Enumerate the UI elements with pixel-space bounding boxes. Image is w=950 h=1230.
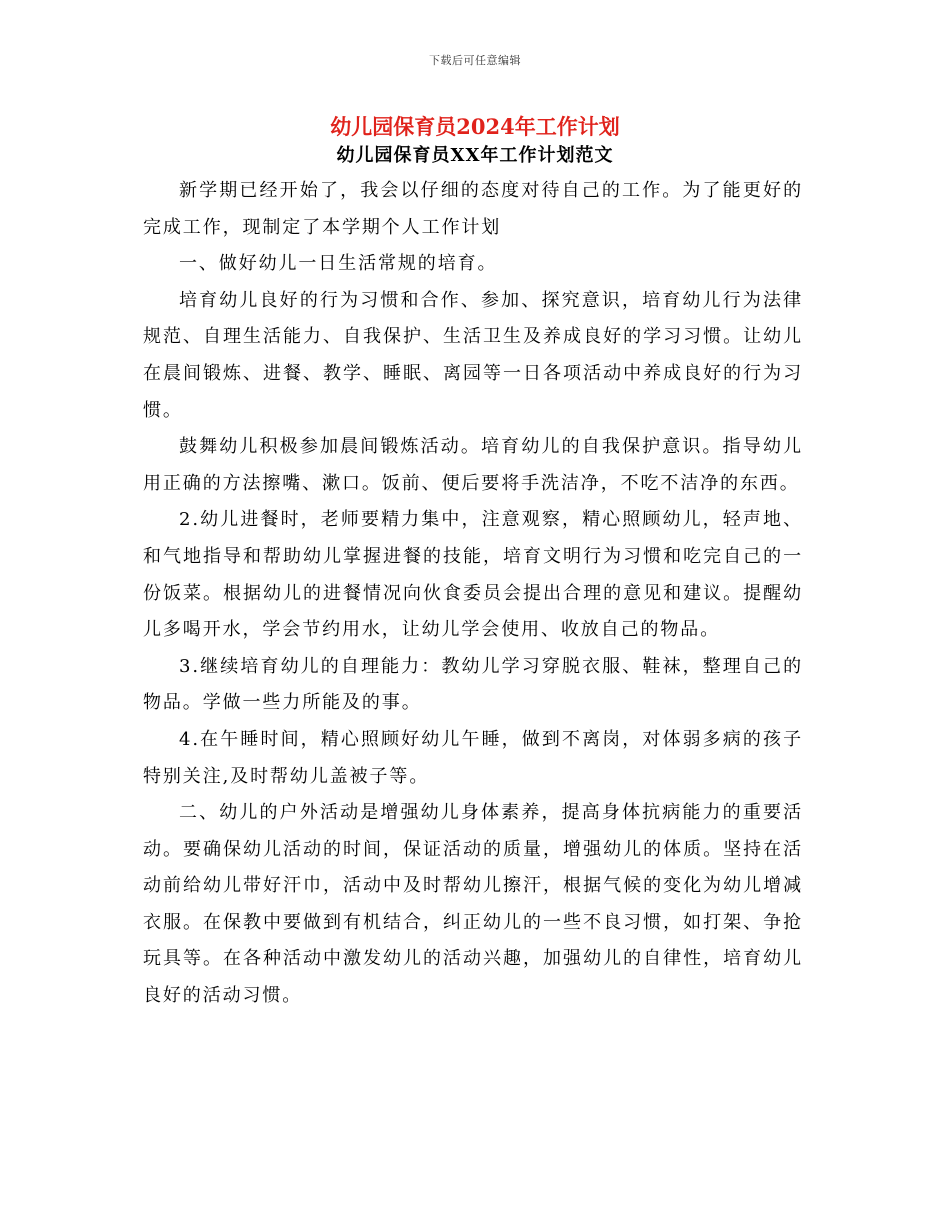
paragraph-self-care: 3.继续培育幼儿的自理能力：教幼儿学习穿脱衣服、鞋袜，整理自己的物品。学做一些力所能及的事。 (143, 655, 803, 714)
document-subtitle: 幼儿园保育员XX年工作计划范文 (336, 145, 614, 166)
paragraph-intro: 新学期已经开始了，我会以仔细的态度对待自己的工作。为了能更好的完成工作，现制定了本学期个人工作计划 (143, 180, 803, 238)
header-note: 下载后可任意编辑 (429, 54, 521, 67)
paragraph-morning-exercise: 鼓舞幼儿积极参加晨间锻炼活动。培育幼儿的自我保护意识。指导幼儿用正确的方法擦嘴、漱口。饭前、便后要将手洗洁净，不吃不洁净的东西。 (143, 436, 803, 494)
document-title: 幼儿园保育员2024年工作计划 (330, 114, 620, 139)
paragraph-nap-time: 4.在午睡时间，精心照顾好幼儿午睡，做到不离岗，对体弱多病的孩子特别关注,及时帮幼儿盖被子等。 (143, 728, 803, 787)
paragraph-outdoor-activities: 二、幼儿的户外活动是增强幼儿身体素养，提高身体抗病能力的重要活动。要确保幼儿活动的时间，保证活动的质量，增强幼儿的体质。坚持在活动前给幼儿带好汗巾，活动中及时帮幼儿擦汗，根据气候的变化为幼儿增减衣服。在保教中要做到有机结合，纠正幼儿的一些不良习惯，如打架、争抢玩具等。在各种活动中激发幼儿的活动兴趣，加强幼儿的自律性，培育幼儿良好的活动习惯。 (143, 802, 803, 1007)
document-body (143, 173, 803, 1015)
paragraph-habits: 培育幼儿良好的行为习惯和合作、参加、探究意识，培育幼儿行为法律规范、自理生活能力、自我保护、生活卫生及养成良好的学习习惯。让幼儿在晨间锻炼、进餐、教学、睡眠、离园等一日各项活动中养成良好的行为习惯。 (143, 289, 803, 421)
paragraph-meals: 2.幼儿进餐时，老师要精力集中，注意观察，精心照顾幼儿，轻声地、和气地指导和帮助幼儿掌握进餐的技能，培育文明行为习惯和吃完自己的一份饭菜。根据幼儿的进餐情况向伙食委员会提出合理的意见和建议。提醒幼儿多喝开水，学会节约用水，让幼儿学会使用、收放自己的物品。 (143, 509, 803, 641)
section-heading-daily-routine: 一、做好幼儿一日生活常规的培育。 (179, 253, 498, 275)
